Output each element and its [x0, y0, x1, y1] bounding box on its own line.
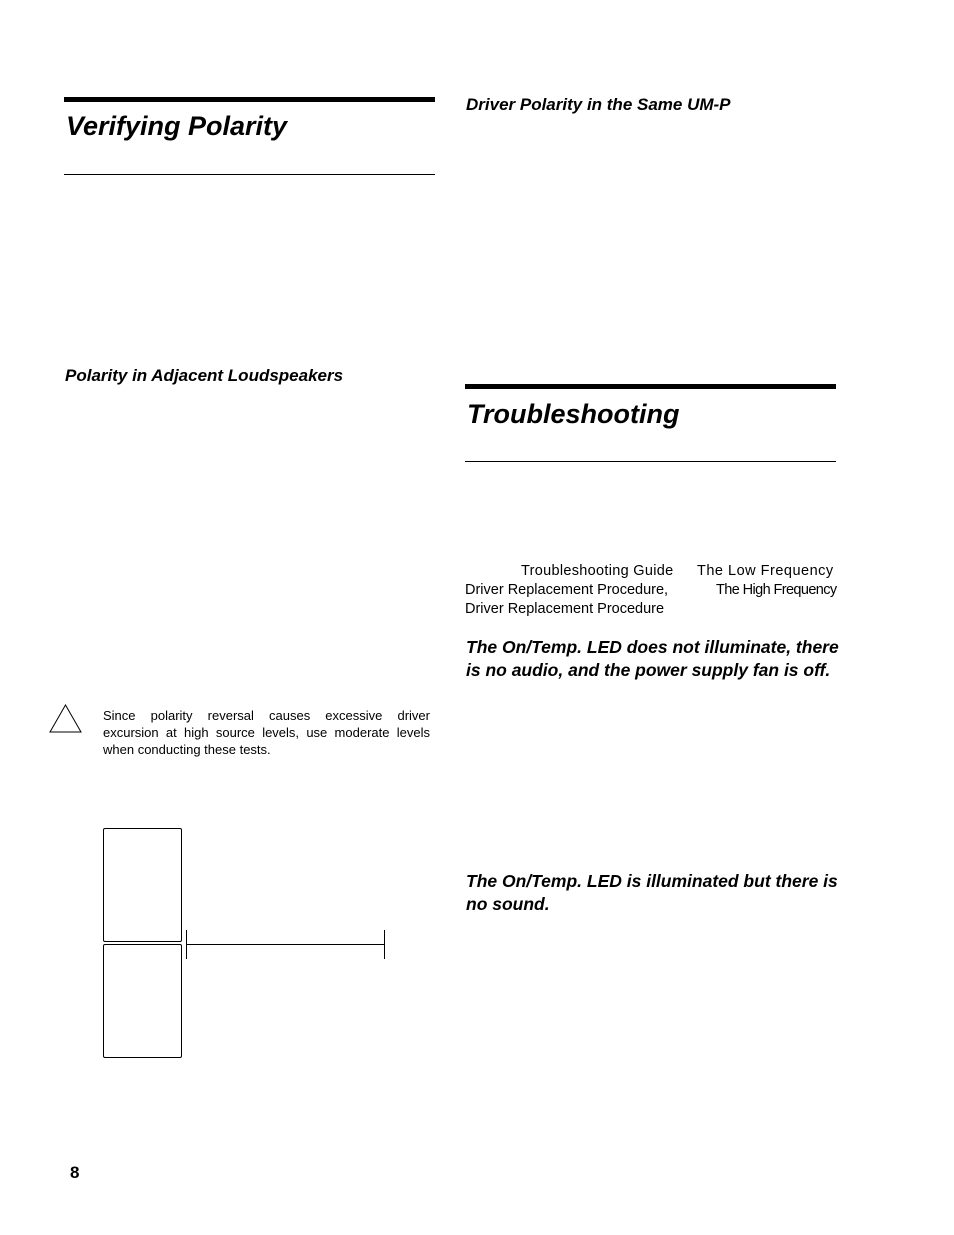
section-heading-troubleshooting: Troubleshooting	[467, 399, 680, 429]
caution-note: Since polarity reversal causes excessive driver excursion at high source levels, use moderate levels when conducting these tests.	[103, 708, 430, 757]
guide-text-driver-replacement-1: Driver Replacement Procedure,	[465, 582, 669, 598]
heading-rule-top-left	[64, 97, 435, 102]
subheading-driver-polarity: Driver Polarity in the Same UM-P	[466, 95, 731, 114]
line-tick-left	[186, 930, 187, 959]
guide-link-high-frequency: The High Frequency	[716, 582, 837, 598]
loudspeaker-upper	[103, 828, 182, 942]
issue-heading-no-sound: The On/Temp. LED is illuminated but there is no sound.	[466, 871, 838, 914]
heading-rule-bottom-left	[64, 174, 435, 175]
caution-triangle-icon	[49, 704, 82, 733]
issue-heading-led-off: The On/Temp. LED does not illuminate, there is no audio, and the power supply fan is off.	[466, 637, 839, 680]
heading-rule-bottom-right	[465, 461, 836, 462]
heading-rule-top-right	[465, 384, 836, 389]
loudspeaker-lower	[103, 944, 182, 1058]
section-heading-verifying-polarity: Verifying Polarity	[66, 111, 288, 141]
line-tick-right	[384, 930, 385, 959]
guide-link-low-frequency: The Low Frequency	[697, 563, 834, 579]
microphone-line	[186, 944, 385, 945]
subheading-adjacent-loudspeakers: Polarity in Adjacent Loudspeakers	[65, 366, 344, 385]
guide-link-troubleshooting: Troubleshooting Guide	[521, 563, 674, 579]
page-number: 8	[70, 1163, 80, 1182]
guide-text-driver-replacement-2: Driver Replacement Procedure	[465, 601, 665, 617]
